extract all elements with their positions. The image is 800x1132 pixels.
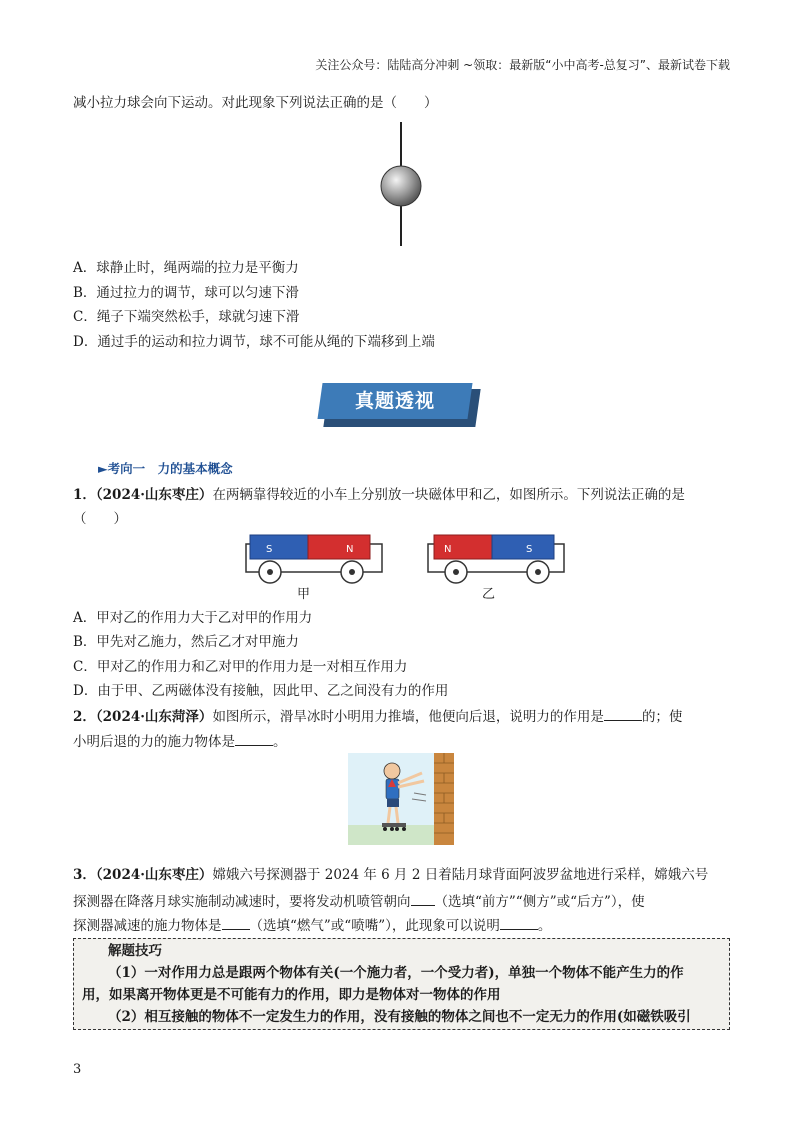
pole-label: N xyxy=(444,544,452,555)
tips-line2: 用，如果离开物体更是不可能有力的作用，即力是物体对一物体的作用 xyxy=(82,987,501,1003)
q2-stem-line2: 小明后退的力的施力物体是 。 xyxy=(73,731,287,751)
tips-line3: （2）相互接触的物体不一定发生力的作用，没有接触的物体之间也不一定无力的作用(如磁铁吸引 xyxy=(108,1009,691,1025)
magnet-n-block xyxy=(434,535,492,559)
answer-blank xyxy=(604,706,642,721)
section-banner xyxy=(320,383,476,423)
tips-title: 解题技巧 xyxy=(108,943,162,959)
answer-blank xyxy=(222,915,250,930)
q0-stem: 减小拉力球会向下运动。对此现象下列说法正确的是（ ） xyxy=(73,95,438,111)
q0-option-a: A．球静止时，绳两端的拉力是平衡力 xyxy=(73,260,299,276)
skater-pushing-wall-figure xyxy=(348,753,454,845)
q3-stem-line1: 3．（2024·山东枣庄）嫦娥六号探测器于 2024 年 6 月 2 日着陆月球背面阿波罗盆地进行采样，嫦娥六号 xyxy=(73,867,709,883)
q1-option-a: A．甲对乙的作用力大于乙对甲的作用力 xyxy=(73,610,313,626)
magnet-s-block xyxy=(250,535,308,559)
q1-option-b: B．甲先对乙施力，然后乙才对甲施力 xyxy=(73,634,299,650)
q1-stem-line2: （ ） xyxy=(73,511,127,527)
ball-on-rope-figure xyxy=(370,120,440,250)
cart-left-caption: 甲 xyxy=(297,587,311,602)
pole-label: N xyxy=(346,544,354,555)
q1-option-c: C．甲对乙的作用力和乙对甲的作用力是一对相互作用力 xyxy=(73,659,408,675)
header-notice: 关注公众号：陆陆高分冲刺 ~领取：最新版“小中高考-总复习”、最新试卷下载 xyxy=(315,58,730,72)
magnet-cart-left xyxy=(240,530,390,600)
q3-stem-line3: 探测器减速的施力物体是 （选填“燃气”或“喷嘴”），此现象可以说明 。 xyxy=(73,915,551,935)
q3-stem-line2: 探测器在降落月球实施制动减速时，要将发动机喷管朝向 （选填“前方”“侧方”或“后方”），使 xyxy=(73,891,645,911)
tips-box xyxy=(73,938,730,1030)
answer-blank xyxy=(235,731,273,746)
answer-blank xyxy=(411,891,435,906)
q0-option-c: C．绳子下端突然松手，球就匀速下滑 xyxy=(73,309,300,325)
tips-line1: （1）一对作用力总是跟两个物体有关(一个施力者，一个受力者)，单独一个物体不能产生力的作 xyxy=(108,965,684,981)
pole-label: S xyxy=(526,544,533,555)
page-number: 3 xyxy=(73,1062,82,1077)
answer-blank xyxy=(500,915,538,930)
ball xyxy=(381,166,421,206)
cart-right-caption: 乙 xyxy=(482,587,496,602)
magnet-s-block xyxy=(492,535,554,559)
q1-stem-line1: 1．（2024·山东枣庄）在两辆靠得较近的小车上分别放一块磁体甲和乙，如图所示。下列说法正确的是 xyxy=(73,487,685,503)
q2-stem-line1: 2．（2024·山东菏泽）如图所示，滑旱冰时小明用力推墙，他便向后退，说明力的作用是 的；使 xyxy=(73,706,682,726)
q1-option-d: D．由于甲、乙两磁体没有接触，因此甲、乙之间没有力的作用 xyxy=(73,683,449,699)
q0-option-d: D．通过手的运动和拉力调节，球不可能从绳的下端移到上端 xyxy=(73,334,435,350)
direction-heading: ►考向一 力的基本概念 xyxy=(98,461,233,476)
q0-option-b: B．通过拉力的调节，球可以匀速下滑 xyxy=(73,285,299,301)
magnet-n-block xyxy=(308,535,370,559)
pole-label: S xyxy=(266,544,273,555)
section-banner-title: 真题透视 xyxy=(354,390,435,412)
